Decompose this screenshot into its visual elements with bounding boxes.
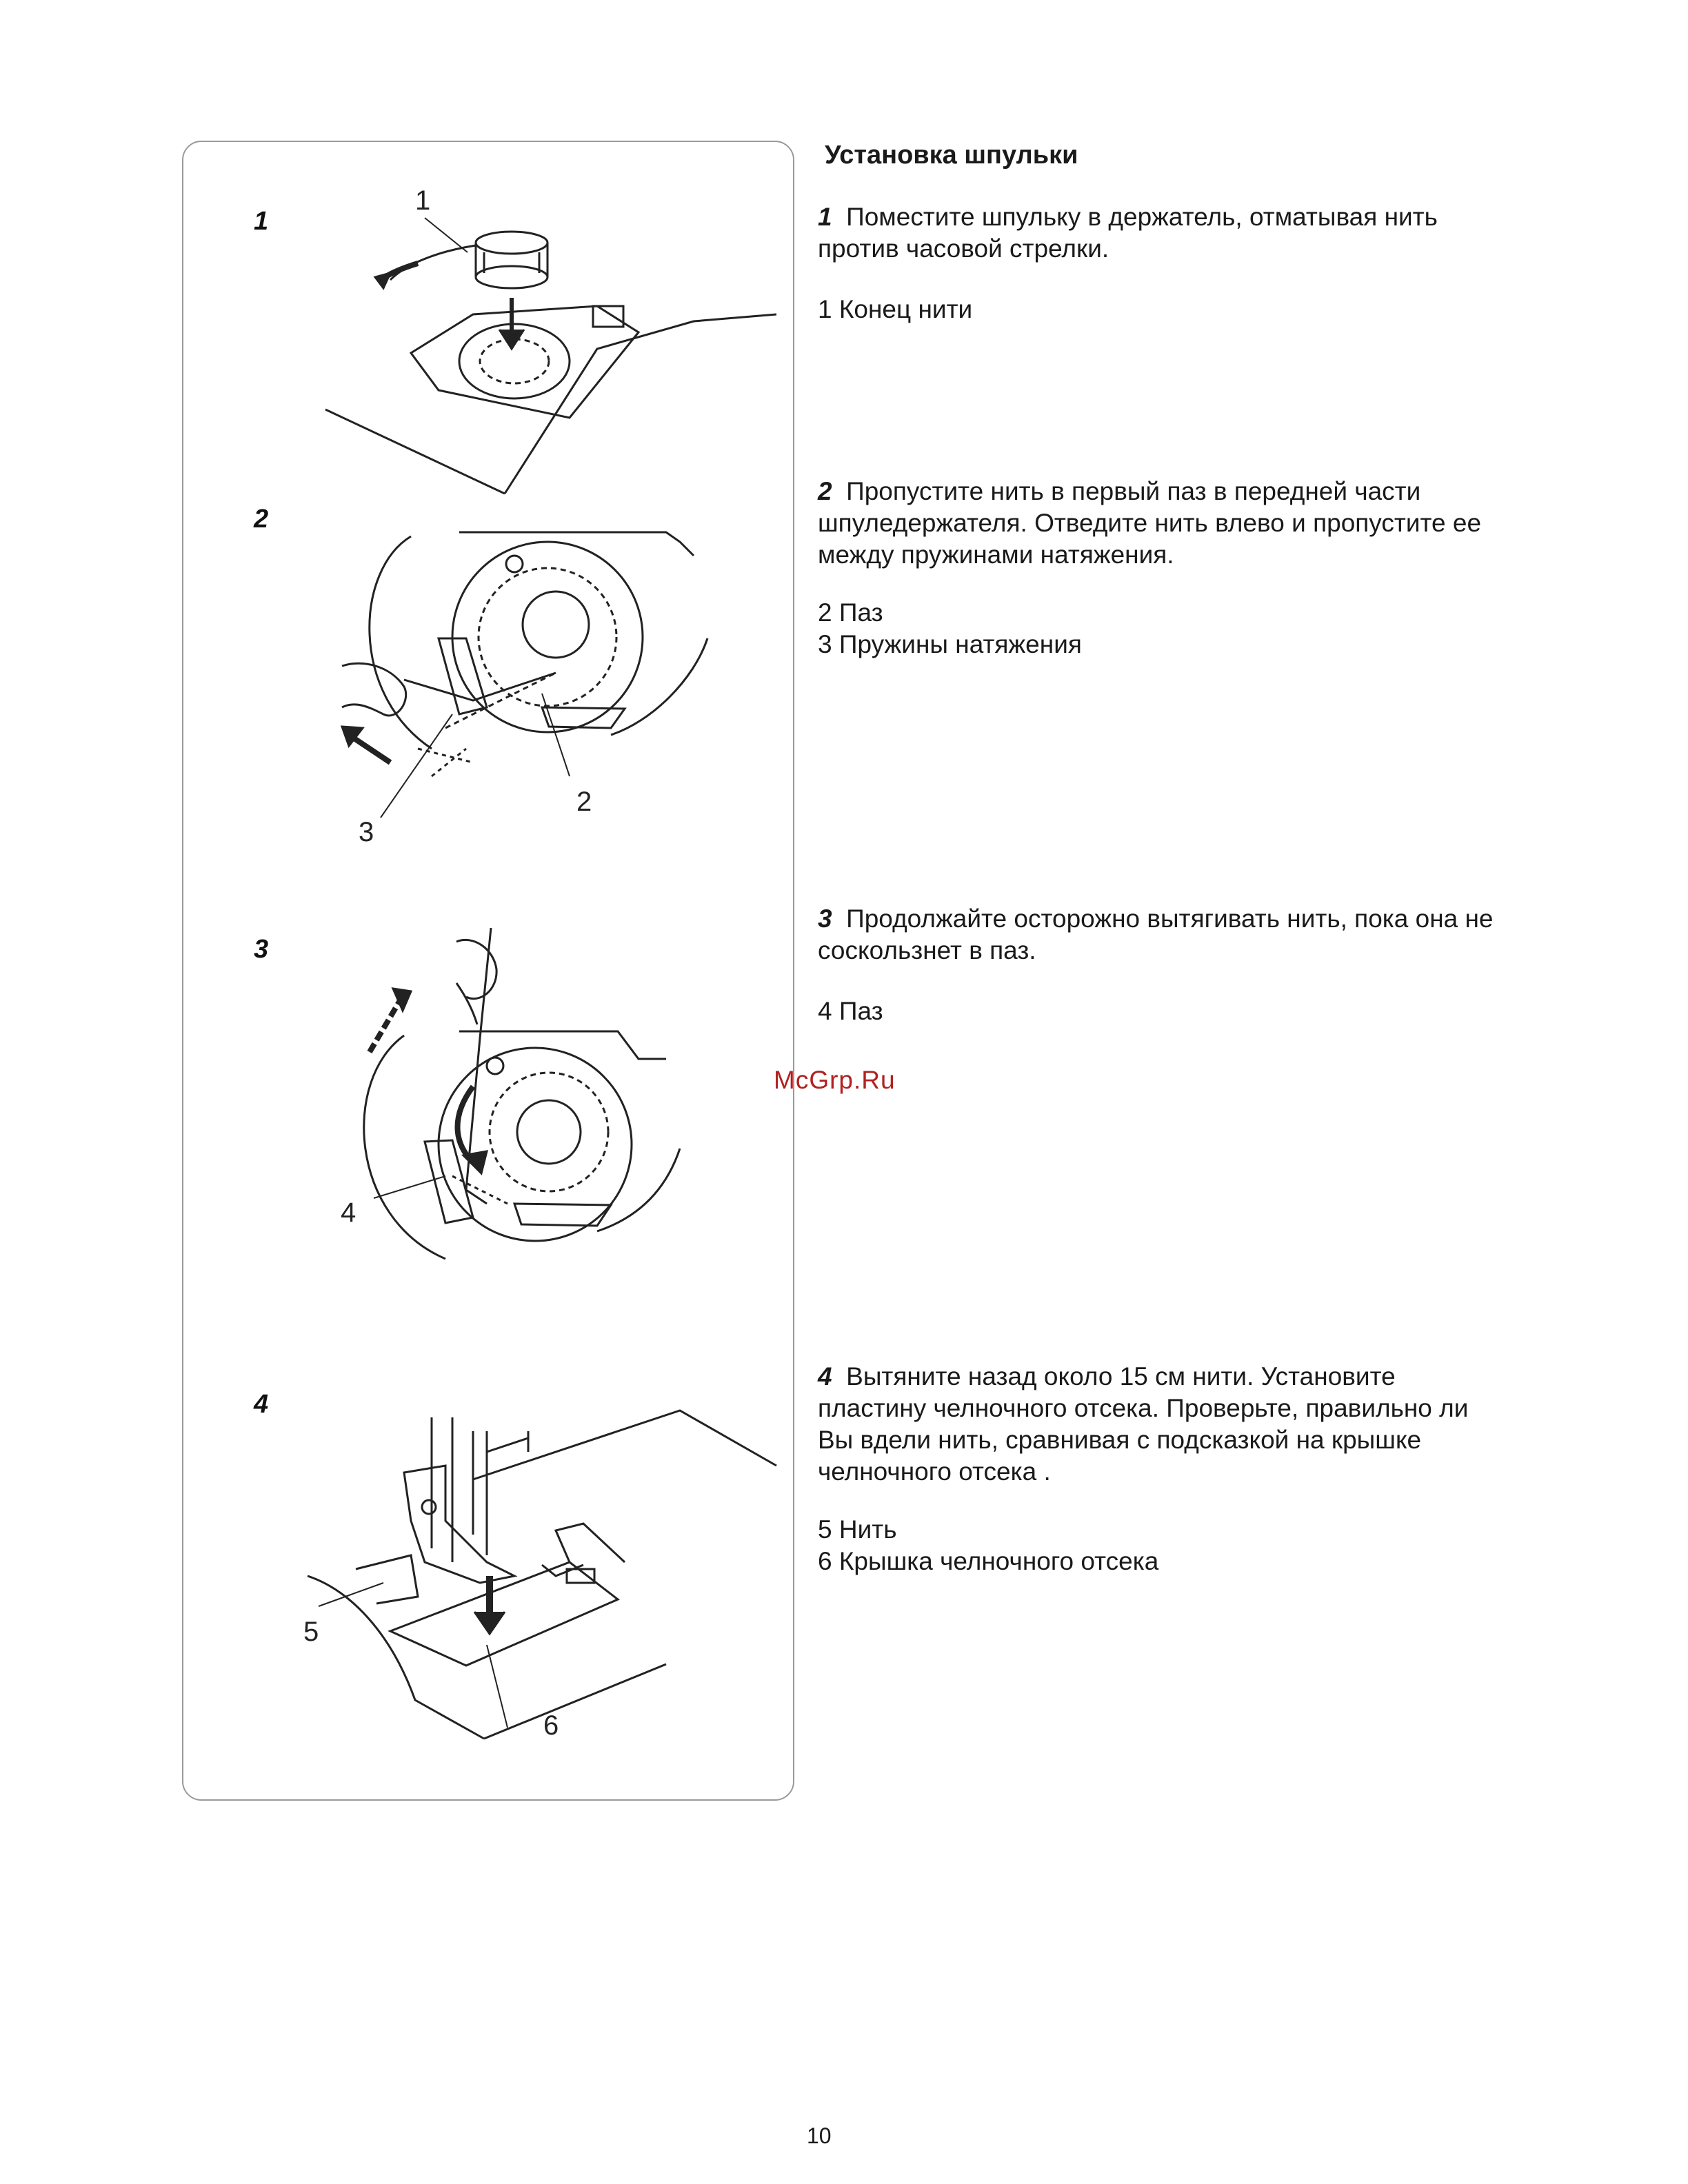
step-3-number: 3 [818,904,832,933]
step-2-instruction: Пропустите нить в первый паз в передней части шпуледержателя. Отведите нить влево и пропустите ее между пружинами натяжения. [818,477,1482,569]
figure-4-cover-plate [308,1410,776,1739]
callout-1: 1 [415,185,431,216]
step-1-number: 1 [818,203,832,231]
legend-item: 1 Конец нити [818,295,973,323]
step-3-instruction: Продолжайте осторожно вытягивать нить, пока она не соскользнет в паз. [818,904,1494,964]
legend-item: 3 Пружины натяжения [818,630,1082,658]
step-4-text-block [818,1361,1507,1488]
legend-item: 6 Крышка челночного отсека [818,1547,1159,1575]
illustrations [183,142,796,1802]
callout-2: 2 [576,787,592,817]
figure-step-number-1: 1 [254,207,269,236]
figure-1-bobbin-insert [325,218,776,494]
legend-item: 5 Нить [818,1515,897,1544]
step-2-legend [818,597,1507,660]
step-1-legend [818,294,1507,325]
step-3-legend [818,995,1507,1027]
watermark: McGrp.Ru [774,1066,896,1094]
figure-2-thread-groove [342,532,707,818]
section-title: Установка шпульки [825,141,1078,170]
callout-6: 6 [543,1710,559,1741]
step-4-number: 4 [818,1362,832,1391]
figure-step-number-4: 4 [254,1390,269,1419]
figure-3-thread-slot [364,928,680,1259]
callout-5: 5 [303,1617,319,1647]
figure-step-number-2: 2 [254,505,269,534]
page-number: 10 [807,2123,832,2148]
step-4-instruction: Вытяните назад около 15 см нити. Установите пластину челночного отсека. Проверьте, правильно ли Вы вдели нить, сравнивая с подсказкой на крышке челночного отсека . [818,1362,1469,1486]
step-4-legend [818,1514,1507,1577]
step-1-text-block [818,201,1507,265]
callout-4: 4 [341,1197,356,1228]
figure-step-number-3: 3 [254,935,269,964]
legend-item: 2 Паз [818,598,883,627]
step-2-number: 2 [818,477,832,505]
step-1-instruction: Поместите шпульку в держатель, отматывая нить против часовой стрелки. [818,203,1438,263]
step-2-text-block [818,476,1507,571]
step-3-text-block [818,903,1507,967]
legend-item: 4 Паз [818,997,883,1025]
illustration-panel [182,141,794,1801]
callout-3: 3 [359,817,374,847]
